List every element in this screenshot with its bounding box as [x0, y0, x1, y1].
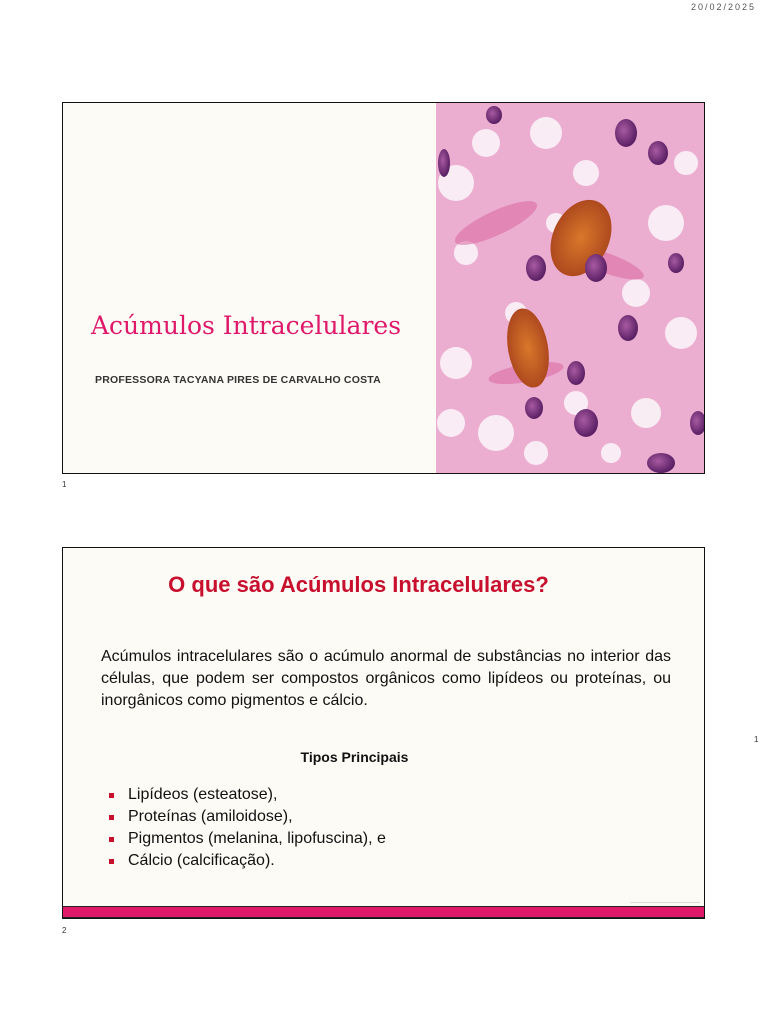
list-item: [107, 828, 386, 850]
side-page-marker: 1: [754, 735, 759, 744]
divider: [630, 902, 700, 903]
bullet-square-icon: [109, 793, 114, 798]
list-item-text: Pigmentos (melanina, lipofuscina), e: [128, 830, 386, 847]
slide-1-subtitle: PROFESSORA TACYANA PIRES DE CARVALHO COSTA: [95, 374, 381, 386]
list-item-text: Cálcio (calcificação).: [128, 852, 275, 869]
list-item: [107, 784, 386, 806]
bullet-square-icon: [109, 859, 114, 864]
slide-2-subheading: Tipos Principais: [300, 749, 409, 765]
list-item-text: Lipídeos (esteatose),: [128, 786, 278, 803]
list-item-text: Proteínas (amiloidose),: [128, 808, 293, 825]
slide-2: [62, 547, 705, 919]
slide-1-title: Acúmulos Intracelulares: [91, 311, 402, 340]
footer-accent-bar: [63, 906, 704, 918]
slide-2-paragraph: Acúmulos intracelulares são o acúmulo anormal de substâncias no interior das células, que podem ser compostos orgânicos como lipídeos ou proteínas, ou inorgânicos como pigmentos e cálcio.: [101, 648, 671, 709]
bullet-square-icon: [109, 837, 114, 842]
list-item: [107, 806, 386, 828]
slide-2-title: O que são Acúmulos Intracelulares?: [168, 572, 549, 597]
slide-1: [62, 102, 705, 474]
page-number-2: 2: [62, 926, 67, 935]
list-item: [107, 850, 386, 872]
page-number-1: 1: [62, 480, 67, 489]
bullet-list: [107, 784, 386, 872]
histology-image: [436, 103, 704, 473]
print-date: 20/02/2025: [690, 2, 756, 12]
bullet-square-icon: [109, 815, 114, 820]
